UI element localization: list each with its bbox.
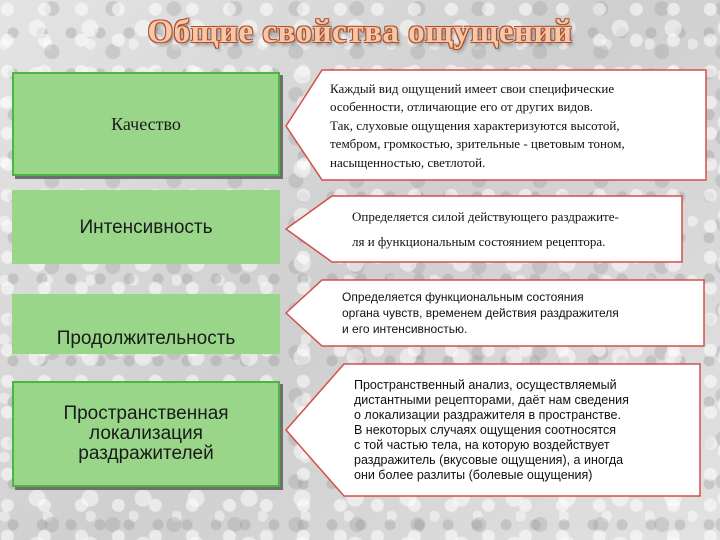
property-box-quality: [12, 72, 280, 176]
property-box-duration: [12, 294, 280, 354]
text-line: особенности, отличающие его от других видов.: [330, 99, 593, 115]
text-line: Определяется функциональным состояния: [342, 290, 584, 304]
property-label: Качество: [111, 113, 181, 134]
callout-quality: [286, 70, 710, 182]
callout-text: [330, 70, 700, 182]
property-box-intensity: [12, 190, 280, 264]
text-line: раздражитель (вкусовые ощущения), а иногда: [354, 452, 624, 467]
callout-text: [330, 364, 700, 496]
text-line: органа чувств, временем действия раздражителя: [342, 306, 619, 320]
property-label: Продолжительность: [56, 327, 236, 349]
text-line: тембром, громкостью, зрительные - цветовым тоном,: [330, 136, 625, 152]
property-label: Интенсивность: [79, 216, 213, 238]
property-label-line: локализация: [89, 423, 203, 444]
property-label-line: Пространственная: [63, 403, 229, 424]
property-label-line: раздражителей: [78, 443, 214, 464]
text-line: и его интенсивностью.: [342, 322, 468, 336]
callout-localization: [286, 364, 710, 496]
text-line: с той частью тела, на которую воздействует: [354, 437, 610, 452]
callout-duration: [286, 280, 710, 346]
property-label: [63, 404, 228, 464]
text-line: Каждый вид ощущений имеет свои специфические: [330, 80, 615, 96]
text-line: В некоторых случаях ощущения соотносятся: [354, 422, 616, 437]
text-line: насыщенностью, светлотой.: [330, 154, 486, 170]
property-box-localization: [12, 381, 280, 487]
text-line: дистантными рецепторами, даёт нам сведения: [354, 392, 629, 407]
callout-intensity: [286, 196, 710, 262]
text-line: Определяется силой действующего раздражите-: [352, 209, 619, 224]
callout-text: [330, 196, 700, 262]
text-line: о локализации раздражителя в пространстве.: [354, 407, 621, 422]
text-line: они более разлиты (болевые ощущения): [354, 467, 593, 482]
text-line: ля и функциональным состоянием рецептора.: [352, 234, 606, 249]
page-title: Общие свойства ощущений: [147, 14, 573, 50]
callout-text: [330, 280, 700, 346]
text-line: Так, слуховые ощущения характеризуются высотой,: [330, 117, 620, 133]
text-line: Пространственный анализ, осуществляемый: [354, 377, 617, 392]
